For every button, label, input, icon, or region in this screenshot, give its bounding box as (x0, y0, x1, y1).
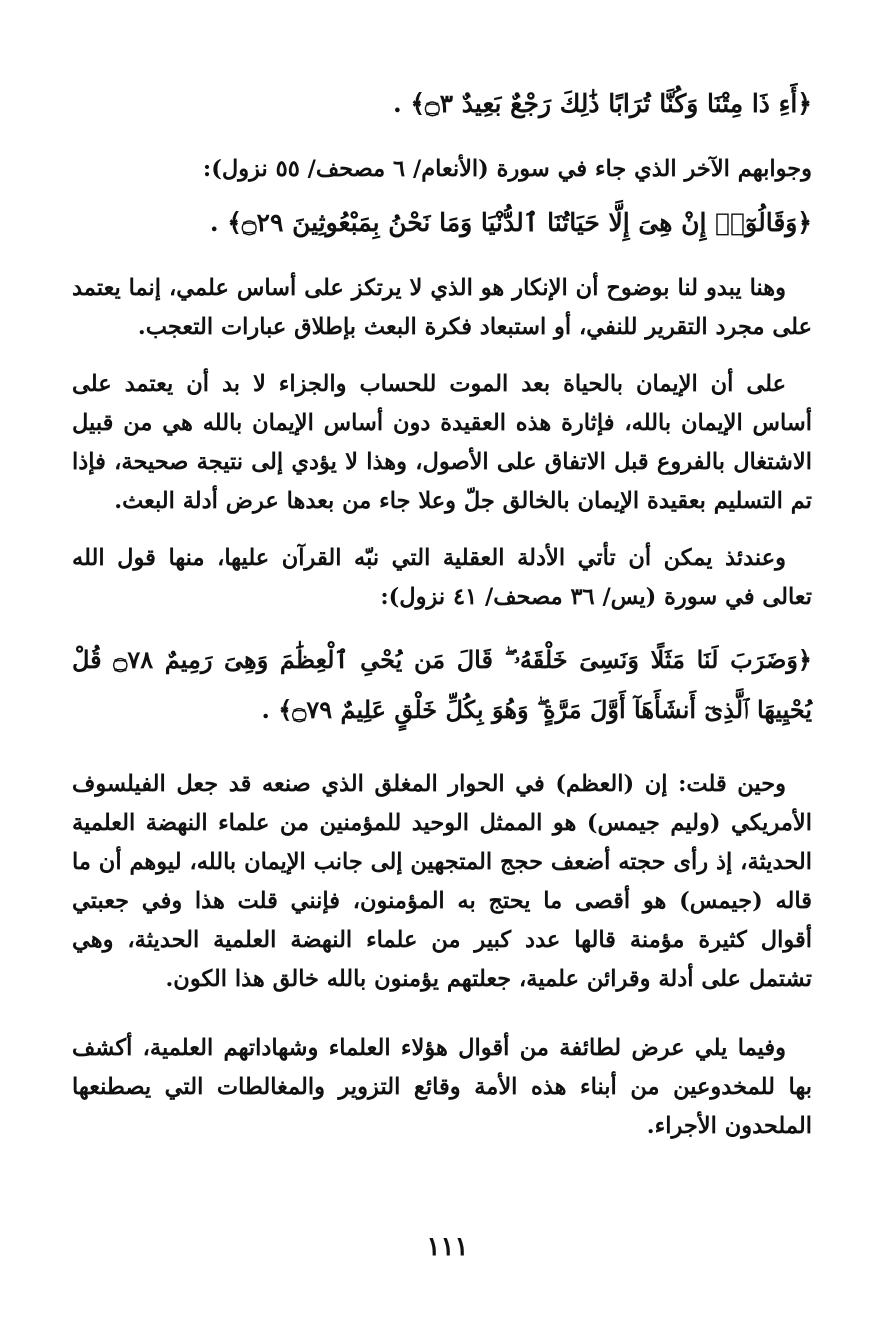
paragraph: وعندئذ يمكن أن تأتي الأدلة العقلية التي نبّه القرآن عليها، منها قول الله تعالى في سورة (يس/ ٣٦ مصحف/ ٤١ نزول): (72, 545, 812, 610)
spacer (72, 247, 812, 269)
paragraph: على أن الإيمان بالحياة بعد الموت للحساب والجزاء لا بد أن يعتمد على أساس الإيمان بالله، فإثارة هذه العقيدة دون أساس الإيمان بالله هي من قبيل الاشتغال بالفروع قبل الاتفاق على الأصول، وهذا لا يؤدي إلى نتيجة صحيحة، فإذا تم التسليم بعقيدة الإيمان بالخالق جلّ وعلا جاء من بعدها عرض أدلة البعث. (72, 371, 812, 514)
quran-verse: ﴿أَءِ ذَا مِتْنَا وَكُنَّا تُرَابًا ذَٰلِكَ رَجْعٌ بَعِيدٌ ۝٣﴾ . (392, 89, 812, 118)
quran-verse: ﴿وَضَرَبَ لَنَا مَثَلًا وَنَسِىَ خَلْقَهُۥ ۖ قَالَ مَن يُحْىِ ٱلْعِظَٰمَ وَهِىَ رَمِيمٌ ۝٧٨ قُلْ يُحْيِيهَا ٱلَّذِىٓ أَنشَأَهَآ أَوَّلَ مَرَّةٍ ۖ وَهُوَ بِكُلِّ خَلْقٍ عَلِيمٌ ۝٧٩﴾ . (72, 645, 812, 724)
spacer (72, 999, 812, 1029)
spacer (72, 617, 812, 635)
spacer (72, 735, 812, 765)
page-body (72, 80, 812, 1146)
spacer (72, 347, 812, 365)
spacer (72, 128, 812, 150)
paragraph-line: وجوابهم الآخر الذي جاء في سورة (الأنعام/ ٦ مصحف/ ٥٥ نزول): (202, 156, 812, 182)
paragraph: وفيما يلي عرض لطائفة من أقوال هؤلاء العلماء وشهاداتهم العلمية، أكشف بها للمخدوعين من أبناء هذه الأمة وقائع التزوير والمغالطات التي يصطنعها الملحدون الأجراء. (72, 1035, 812, 1139)
paragraph: وحين قلت: إن (العظم) في الحوار المغلق الذي صنعه قد جعل الفيلسوف الأمريكي (وليم جيمس) هو الممثل الوحيد للمؤمنين من علماء النهضة العلمية الحديثة، إذ رأى حجته أضعف حجج المتجهين إلى جانب الإيمان بالله، ليوهم أن ما قاله (جيمس) هو أقصى ما يحتج به المؤمنون، فإنني قلت هذا وفي جعبتي أقوال كثيرة مؤمنة قالها عدد كبير من علماء النهضة العلمية الحديثة، وهي تشتمل على أدلة وقرائن علمية، جعلتهم يؤمنون بالله خالق هذا الكون. (72, 771, 812, 992)
spacer (72, 521, 812, 539)
page-number: ١١١ (426, 1232, 469, 1262)
paragraph: وهنا يبدو لنا بوضوح أن الإنكار هو الذي لا يرتكز على أساس علمي، إنما يعتمد على مجرد التقرير للنفي، أو استبعاد فكرة البعث بإطلاق عبارات التعجب. (72, 275, 812, 340)
spacer (72, 189, 812, 199)
quran-verse: ﴿وَقَالُوٓا۟ إِنْ هِىَ إِلَّا حَيَاتُنَا ٱلدُّنْيَا وَمَا نَحْنُ بِمَبْعُوثِينَ ۝٢٩﴾ . (209, 208, 812, 237)
